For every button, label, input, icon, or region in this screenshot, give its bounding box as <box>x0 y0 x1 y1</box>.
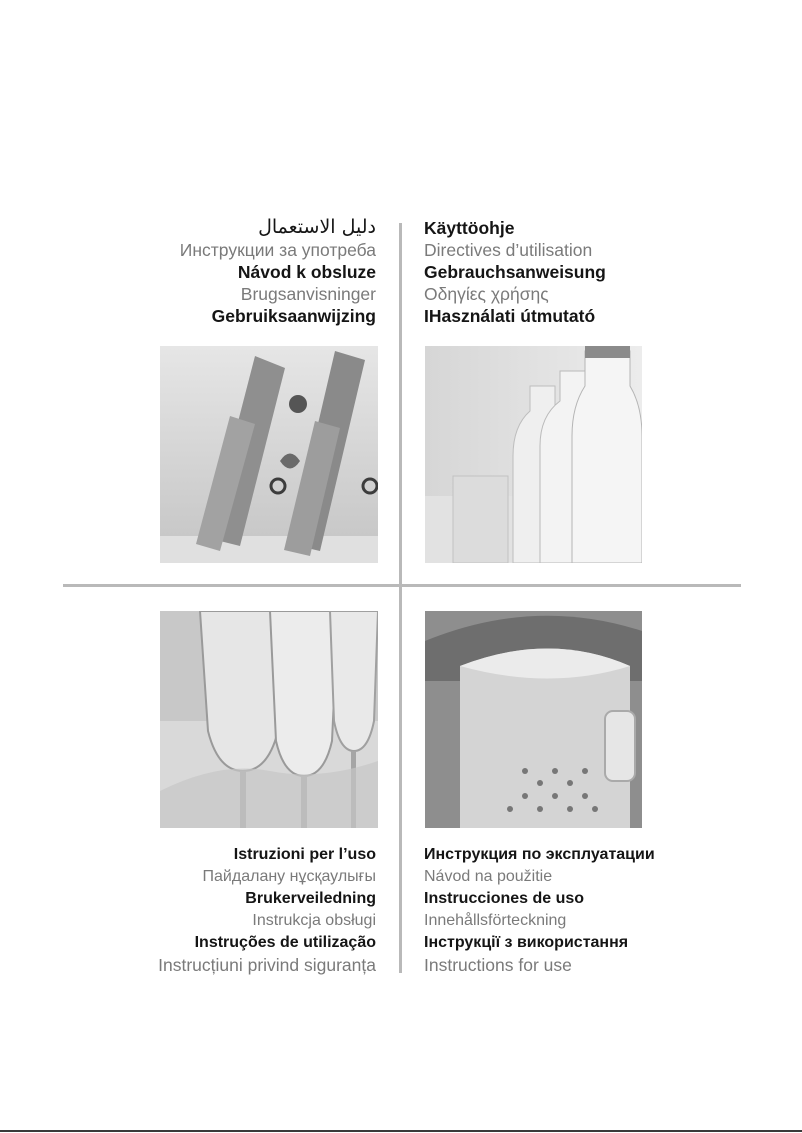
title-portuguese: Instruções de utilização <box>194 934 376 951</box>
title-block-top-left <box>180 215 376 327</box>
title-italian: Istruzioni per l’uso <box>233 846 376 863</box>
title-kazakh: Пайдалану нұсқаулығы <box>202 868 376 885</box>
title-block-top-right <box>424 217 606 327</box>
title-greek: Οδηγίες χρήσης <box>424 284 549 304</box>
title-german: Gebrauchsanweisung <box>424 262 606 282</box>
glass-bottles-photo <box>425 346 642 563</box>
title-czech: Návod k obsluze <box>237 262 376 282</box>
title-block-bottom-left <box>158 844 376 976</box>
clothespins-photo <box>160 346 378 563</box>
page-bottom-rule <box>0 1130 802 1132</box>
horizontal-divider <box>63 584 741 587</box>
title-french: Directives d’utilisation <box>424 240 593 260</box>
title-danish: Brugsanvisninger <box>240 284 376 304</box>
wine-glasses-photo <box>160 611 378 828</box>
title-dutch: Gebruiksaanwijzing <box>211 306 376 326</box>
title-arabic: دليل الاستعمال <box>258 216 376 238</box>
title-ukrainian: Інструкції з використання <box>424 934 629 951</box>
title-romanian: Instrucțiuni privind siguranța <box>158 955 376 975</box>
title-polish: Instrukcja obsługi <box>252 912 376 929</box>
colander-pot-photo <box>425 611 642 828</box>
title-bulgarian: Инструкции за употреба <box>179 240 376 260</box>
vertical-divider-top <box>399 223 402 585</box>
title-hungarian: IHasználati útmutató <box>424 306 596 326</box>
title-block-bottom-right <box>424 844 655 976</box>
title-finnish: Käyttöohje <box>424 218 515 238</box>
title-russian: Инструкция по эксплуатации <box>424 846 655 863</box>
title-norwegian: Brukerveiledning <box>245 890 376 907</box>
title-english: Instructions for use <box>424 955 572 975</box>
title-slovak: Návod na použitie <box>424 868 553 885</box>
title-swedish: Innehållsförteckning <box>424 912 567 929</box>
title-spanish: Instrucciones de uso <box>424 890 585 907</box>
vertical-divider-bottom <box>399 587 402 973</box>
